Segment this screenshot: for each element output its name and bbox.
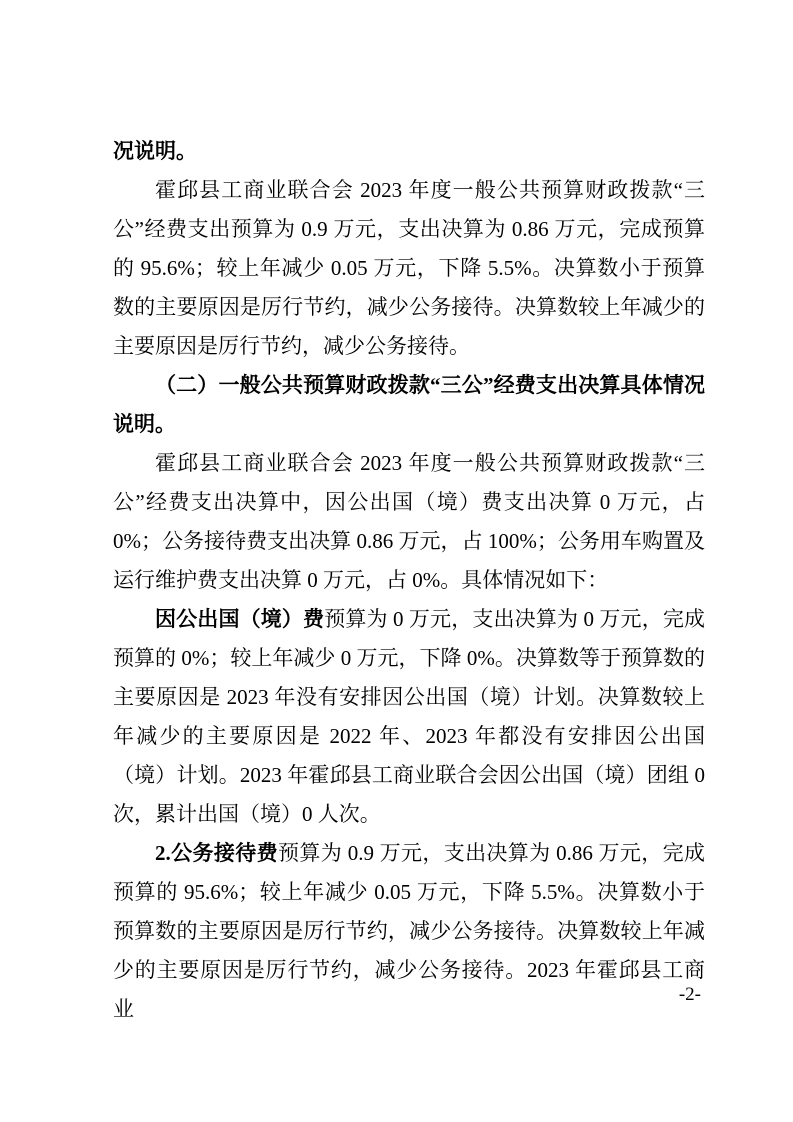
document-body xyxy=(113,132,705,1029)
paragraph-overseas-expense xyxy=(113,600,705,834)
heading-section-two xyxy=(113,366,705,444)
page-number: -2- xyxy=(678,984,701,1005)
text-run: 霍邱县工商业联合会 2023 年度一般公共预算财政拨款“三公”经费支出决算中，因公出国（境）费支出决算 0 万元，占 0%；公务接待费支出决算 0.86 万元，占 100%；公务用车购置及运行维护费支出决算 0 万元，占 0%。具体情况如下： xyxy=(113,451,705,592)
text-run-lead: 2.公务接待费 xyxy=(155,841,278,865)
text-run: 霍邱县工商业联合会 2023 年度一般公共预算财政拨款“三公”经费支出预算为 0.9 万元，支出决算为 0.86 万元，完成预算的 95.6%；较上年减少 0.05 万元，下降 5.5%。决算数小于预算数的主要原因是厉行节约，减少公务接待。决算数较上年减少的主要原因是厉行节约，减少公务接待。 xyxy=(113,178,705,358)
text-run: （二）一般公共预算财政拨款“三公”经费支出决算具体情况说明。 xyxy=(113,373,705,436)
text-run: 预算为 0 万元，支出决算为 0 万元，完成预算的 0%；较上年减少 0 万元，下降 0%。决算数等于预算数的主要原因是 2023 年没有安排因公出国（境）计划。决算数较上年减少的主要原因是 2022 年、2023 年都没有安排因公出国（境）计划。2023 年霍邱县工商业联合会因公出国（境）团组 0 次，累计出国（境）0 人次。 xyxy=(113,607,706,826)
text-run: 况说明。 xyxy=(113,139,197,163)
paragraph-decision-breakdown xyxy=(113,444,705,600)
paragraph-reception-expense xyxy=(113,834,705,1029)
text-run-lead: 因公出国（境）费 xyxy=(155,607,325,631)
paragraph-three-public-summary xyxy=(113,171,705,366)
text-run: 预算为 0.9 万元，支出决算为 0.86 万元，完成预算的 95.6%；较上年减少 0.05 万元，下降 5.5%。决算数小于预算数的主要原因是厉行节约，减少公务接待。决算数较上年减少的主要原因是厉行节约，减少公务接待。2023 年霍邱县工商业 xyxy=(113,841,706,1021)
heading-continuation-line xyxy=(113,132,705,171)
